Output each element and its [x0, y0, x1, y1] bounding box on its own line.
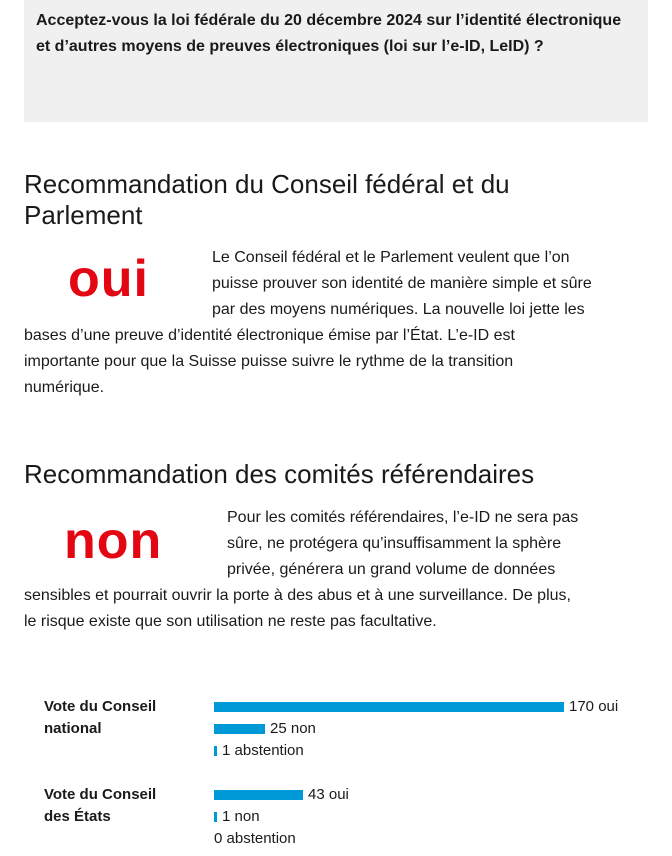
vote-bar-label: 170 oui [569, 698, 619, 715]
vote-bar-row [214, 828, 296, 850]
text-line: sûre, ne protégera qu’insuffisamment la sphère [227, 535, 562, 552]
text-line: privée, générera un grand volume de données [227, 561, 556, 578]
vote-bar-label: 25 non [270, 720, 316, 737]
text-line: puisse prouver son identité de manière simple et sûre [212, 275, 592, 292]
vote-label-line: Vote du Conseil [44, 786, 157, 803]
vote-bar-label: 0 abstention [214, 830, 296, 847]
ballot-question: Acceptez-vous la loi fédérale du 20 décembre 2024 sur l’identité électronique et d’autres moyens de preuves électroniques (loi sur l’e-ID, LeID) ? [36, 12, 622, 55]
vote-national-label [44, 696, 194, 740]
vote-bar-label: 1 non [222, 808, 260, 825]
text-line: importante pour que la Suisse puisse suivre le rythme de la transition [24, 353, 514, 370]
question-box [24, 0, 648, 122]
vote-bar [214, 702, 564, 712]
text-line: Pour les comités référendaires, l’e-ID ne sera pas [227, 509, 579, 526]
text-line: bases d’une preuve d’identité électronique émise par l’État. L’e-ID est [24, 327, 515, 344]
recommendation-no-badge: non [64, 512, 163, 570]
vote-label-line: des États [44, 808, 111, 825]
vote-bar-row [214, 740, 304, 762]
federal-recommendation-text [24, 245, 644, 401]
vote-etats-label [44, 784, 194, 828]
text-line: le risque existe que son utilisation ne reste pas facultative. [24, 613, 437, 630]
recommendation-yes-badge: oui [68, 250, 149, 308]
vote-bar [214, 746, 217, 756]
vote-bar [214, 724, 265, 734]
vote-label-line: Vote du Conseil [44, 698, 157, 715]
text-line: Le Conseil fédéral et le Parlement veulent que l’on [212, 249, 570, 266]
vote-bar-row [214, 718, 316, 740]
comites-recommendation-text [24, 505, 644, 635]
vote-bar-row [214, 784, 349, 806]
vote-bar-row [214, 696, 618, 718]
text-line: numérique. [24, 379, 105, 396]
text-line: sensibles et pourrait ouvrir la porte à des abus et à une surveillance. De plus, [24, 587, 571, 604]
comites-recommendation-heading: Recommandation des comités référendaires [24, 459, 535, 489]
vote-bar-row [214, 806, 260, 828]
vote-bar [214, 812, 217, 822]
federal-recommendation-heading: Recommandation du Conseil fédéral et du Parlement [24, 169, 510, 230]
text-line: par des moyens numériques. La nouvelle loi jette les [212, 301, 585, 318]
vote-label-line: national [44, 720, 102, 737]
vote-bar [214, 790, 303, 800]
vote-bar-label: 1 abstention [222, 742, 304, 759]
vote-bar-label: 43 oui [308, 786, 349, 803]
